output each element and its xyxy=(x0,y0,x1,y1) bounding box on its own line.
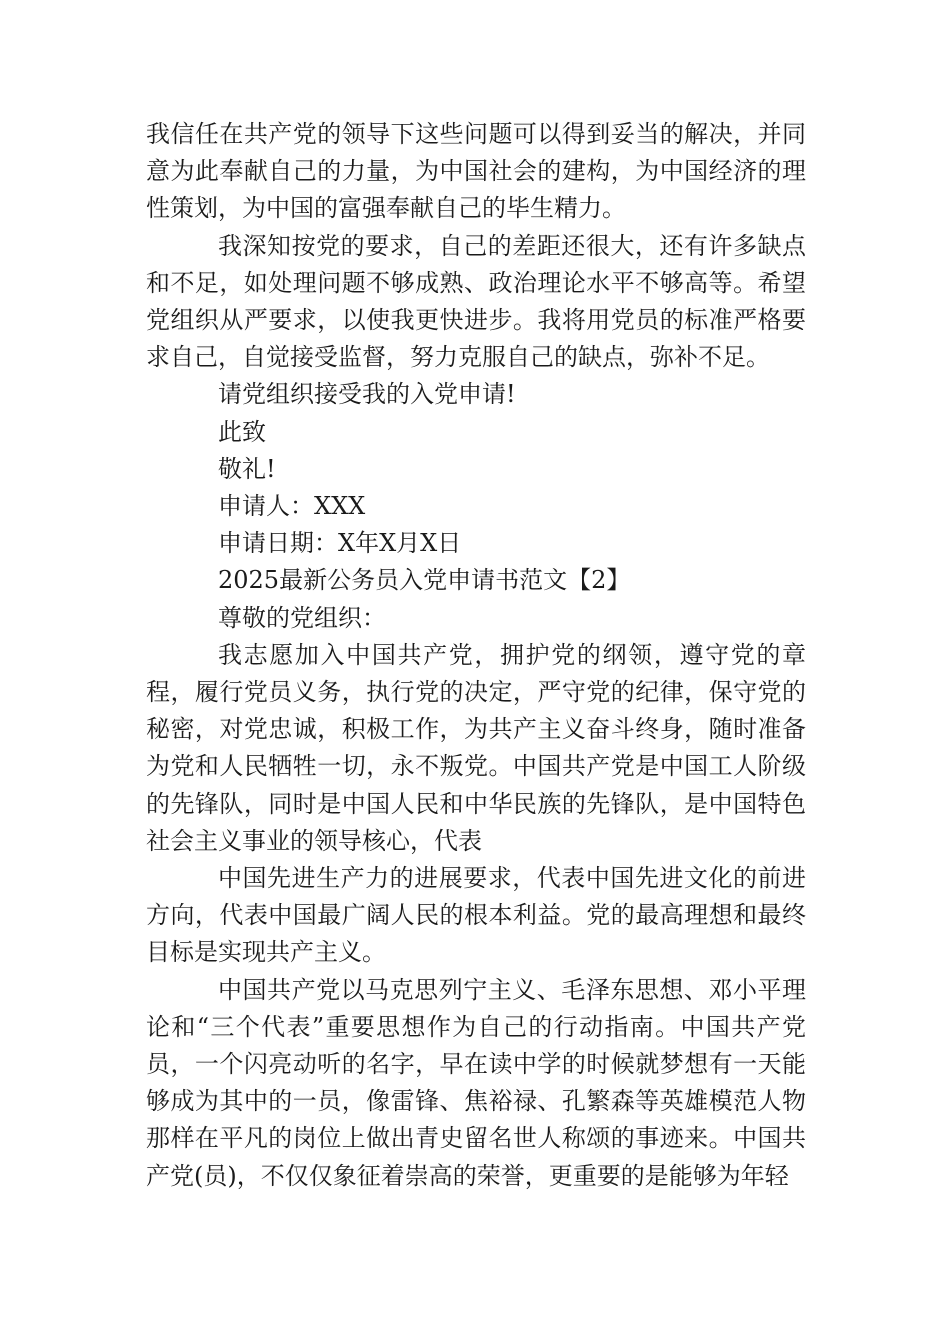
closing-regards: 敬礼! xyxy=(218,454,276,483)
paragraph-guiding-thought: 中国共产党以马克思列宁主义、毛泽东思想、邓小平理论和“三个代表”重要思想作为自己的行动指南。中国共产党员，一个闪亮动听的名字，早在读中学的时候就梦想有一天能够成为其中的一员，像雷锋、焦裕禄、孔繁森等英雄模范人物那样在平凡的岗位上做出青史留名世人称颂的事迹来。中国共产党(员)，不仅仅象征着崇高的荣誉，更重要的是能够为年轻 xyxy=(146,975,806,1190)
paragraph-self-assessment: 我深知按党的要求，自己的差距还很大，还有许多缺点和不足，如处理问题不够成熟、政治理论水平不够高等。希望党组织从严要求，以使我更快进步。我将用党员的标准严格要求自己，自觉接受监督，努力克服自己的缺点，弥补不足。 xyxy=(146,231,806,372)
paragraph-pledge: 我志愿加入中国共产党，拥护党的纲领，遵守党的章程，履行党员义务，执行党的决定，严守党的纪律，保守党的秘密，对党忠诚，积极工作，为共产主义奋斗终身，随时准备为党和人民牺牲一切，永不叛党。中国共产党是中国工人阶级的先锋队，同时是中国人民和中华民族的先锋队，是中国特色社会主义事业的领导核心，代表 xyxy=(146,640,806,855)
paragraph-representation: 中国先进生产力的进展要求，代表中国先进文化的前进方向，代表中国最广阔人民的根本利益。党的最高理想和最终目标是实现共产主义。 xyxy=(146,864,806,967)
paragraph-request: 请党组织接受我的入党申请! xyxy=(218,380,516,409)
paragraph-continuation: 我信任在共产党的领导下这些问题可以得到妥当的解决，并同意为此奉献自己的力量，为中国社会的建构，为中国经济的理性策划，为中国的富强奉献自己的毕生精力。 xyxy=(146,120,806,223)
closing-salutation: 此致 xyxy=(218,417,266,446)
greeting: 尊敬的党组织： xyxy=(218,603,386,632)
document-body xyxy=(146,116,806,1195)
applicant-name: 申请人：XXX xyxy=(218,492,366,521)
section-title: 2025最新公务员入党申请书范文【2】 xyxy=(218,566,631,595)
application-date: 申请日期：X年X月X日 xyxy=(218,529,462,558)
